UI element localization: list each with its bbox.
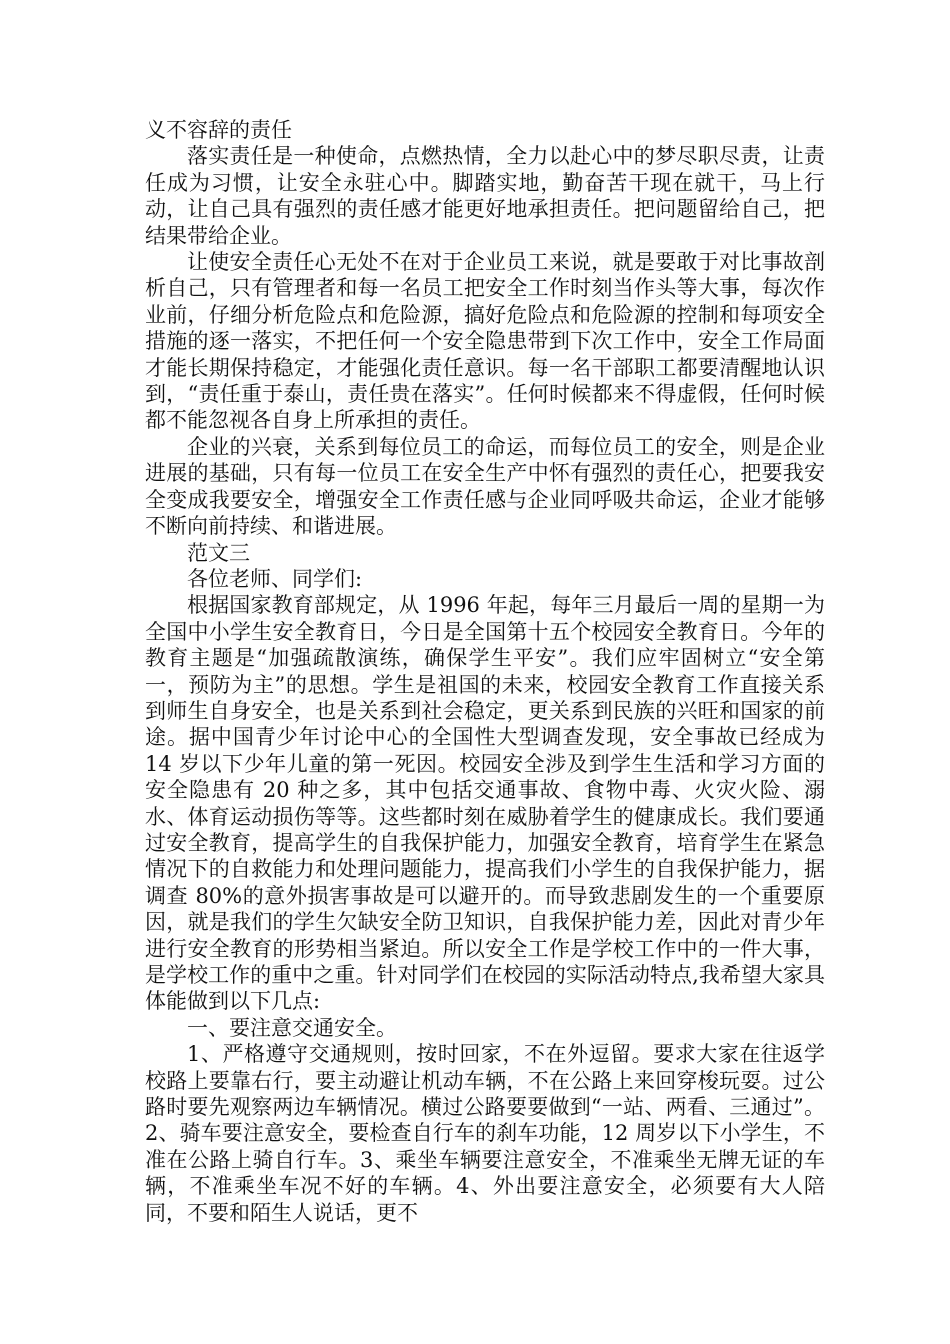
section-heading: 范文三 — [187, 540, 250, 565]
list-heading-traffic-safety: 一、要注意交通安全。 — [187, 1015, 397, 1040]
paragraph-2: 落实责任是一种使命，点燃热情，全力以赴心中的梦尽职尽责，让责任成为习惯，让安全永驻心中。脚踏实地，勤奋苦干现在就干，马上行动，让自己具有强烈的责任感才能更好地承担责任。把问题留给自己，把结果带给企业。 — [145, 144, 825, 248]
paragraph-4: 企业的兴衰，关系到每位员工的命运，而每位员工的安全，则是企业进展的基础，只有每一位员工在安全生产中怀有强烈的责任心，把要我安全变成我要安全，增强安全工作责任感与企业同呼吸共命运，企业才能够不断向前持续、和谐进展。 — [145, 434, 825, 539]
paragraph-3: 让使安全责任心无处不在对于企业员工来说，就是要敢于对比事故剖析自己，只有管理者和每一名员工把安全工作时刻当作头等大事，每次作业前，仔细分析危险点和危险源，搞好危险点和危险源的控制和每项安全措施的逐一落实，不把任何一个安全隐患带到下次工作中，安全工作局面才能长期保持稳定，才能强化责任意识。每一名干部职工都要清醒地认识到，“责任重于泰山，责任贵在落实”。任何时候都来不得虚假，任何时候都不能忽视各自身上所承担的责任。 — [145, 250, 825, 433]
salutation: 各位老师、同学们: — [187, 566, 363, 591]
paragraph-7: 根据国家教育部规定，从 1996 年起，每年三月最后一周的星期一为全国中小学生安全教育日，今日是全国第十五个校园安全教育日。今年的教育主题是“加强疏散演练，确保学生平安”。我们应牢固树立“安全第一，预防为主”的思想。学生是祖国的未来，校园安全教育工作直接关系到师生自身安全，也是关系到社会稳定，更关系到民族的兴旺和国家的前途。据中国青少年讨论中心的全国性大型调查发现，安全事故已经成为 14 岁以下少年儿童的第一死因。校园安全涉及到学生生活和学习方面的安全隐患有 20 种之多，其中包括交通事故、食物中毒、火灾火险、溺水、体育运动损伤等等。这些都时刻在威胁着学生的健康成长。我们要通过安全教育，提高学生的自我保护能力，加强安全教育，培育学生在紧急情况下的自救能力和处理问题能力，提高我们小学生的自我保护能力，据调查 80%的意外损害事故是可以避开的。而导致悲剧发生的一个重要原因，就是我们的学生欠缺安全防卫知识，自我保护能力差，因此对青少年进行安全教育的形势相当紧迫。所以安全工作是学校工作中的一件大事，是学校工作的重中之重。针对同学们在校园的实际活动特点,我希望大家具体能做到以下几点: — [145, 593, 825, 1014]
document-body — [145, 117, 825, 1226]
paragraph-9: 1、严格遵守交通规则，按时回家，不在外逗留。要求大家在往返学校路上要靠右行，要主动避让机动车辆，不在公路上来回穿梭玩耍。过公路时要先观察两边车辆情况。横过公路要要做到“一站、两看、三通过”。2、骑车要注意安全，要检查自行车的刹车功能，12 周岁以下小学生，不准在公路上骑自行车。3、乘坐车辆要注意安全，不准乘坐无牌无证的车辆，不准乘坐车况不好的车辆。4、外出要注意安全，必须要有大人陪同，不要和陌生人说话，更不 — [145, 1042, 825, 1225]
paragraph-1: 义不容辞的责任 — [145, 118, 292, 142]
